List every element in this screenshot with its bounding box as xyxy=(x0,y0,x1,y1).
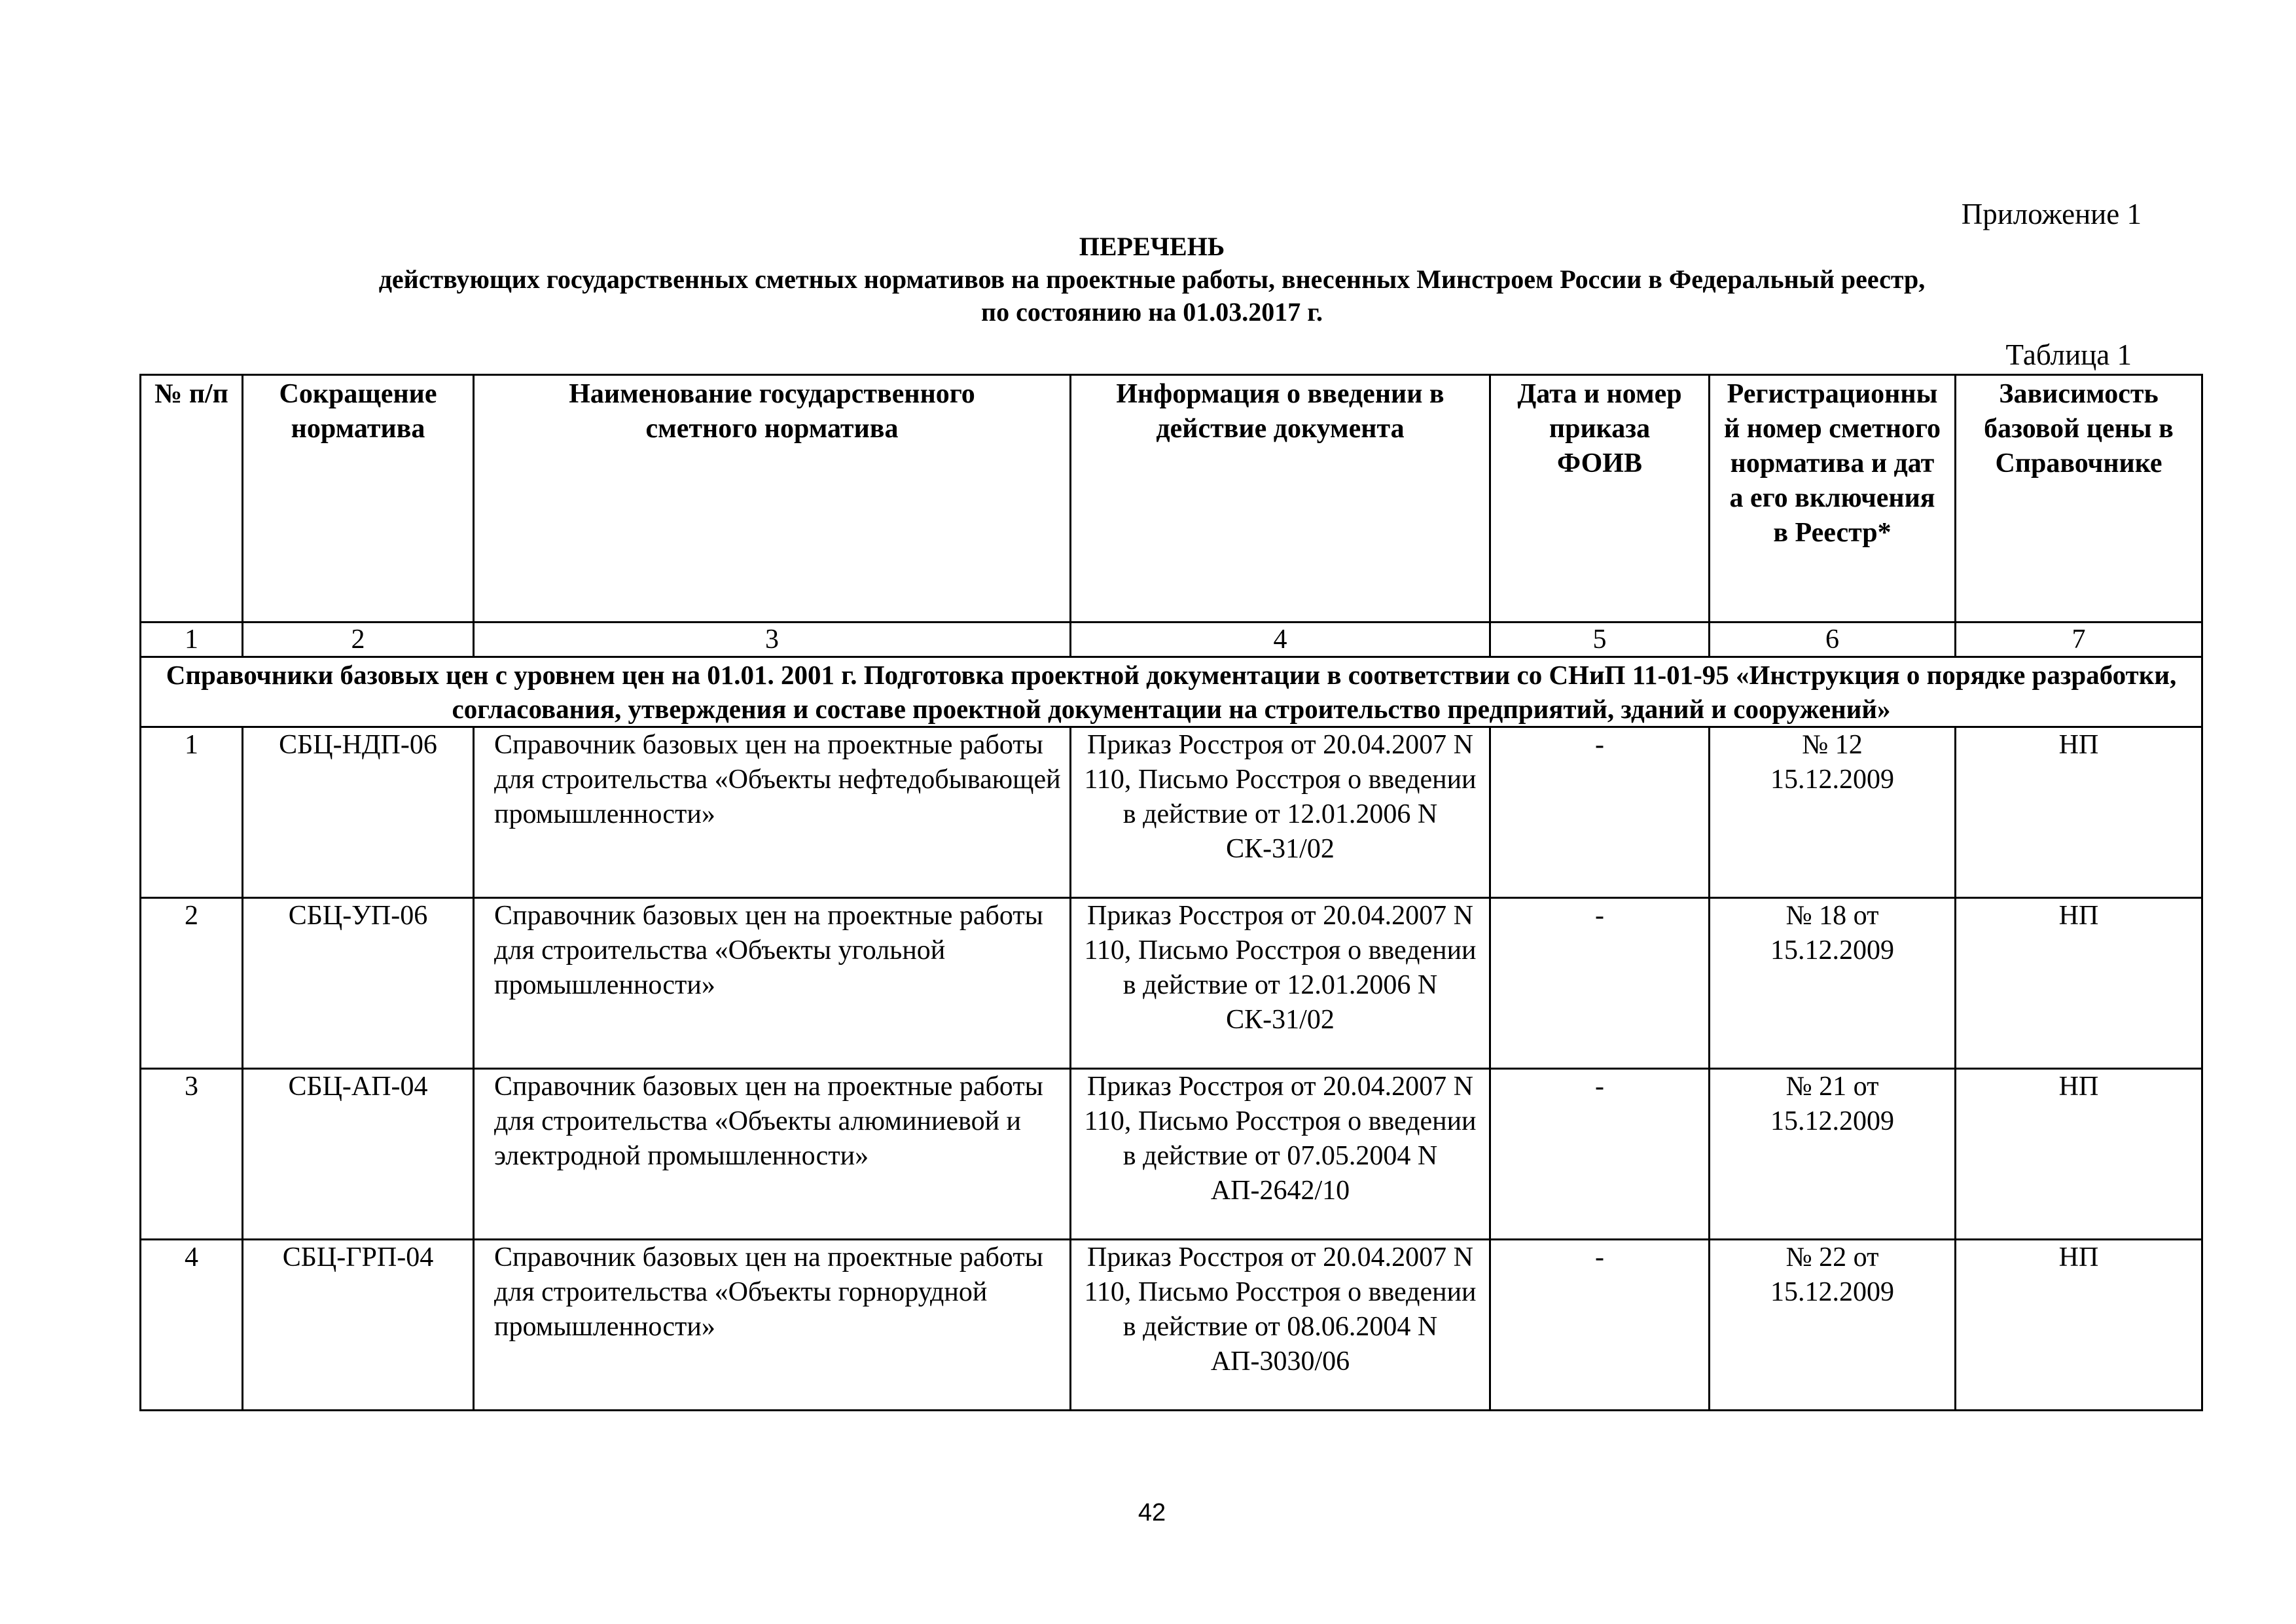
registration-number: № 18 от 15.12.2009 xyxy=(1710,898,1956,1069)
section-title: Справочники базовых цен с уровнем цен на 01.01. 2001 г. Подготовка проектной документации в соответствии со СНиП 11-01-95 «Инструкция о порядке разработки, согласования, утверждения и составе проектной документации на строительство предприятий, зданий и сооружений» xyxy=(141,657,2202,727)
order-info: - xyxy=(1490,1240,1710,1411)
norm-code: СБЦ-УП-06 xyxy=(243,898,474,1069)
norm-name: Справочник базовых цен на проектные работы для строительства «Объекты нефтедобывающей промышленности» xyxy=(474,727,1071,898)
header-info: Информация о введении в действие документа xyxy=(1071,375,1490,623)
header-order: Дата и номер приказа ФОИВ xyxy=(1490,375,1710,623)
norms-table xyxy=(139,374,2203,1411)
norm-name: Справочник базовых цен на проектные работы для строительства «Объекты горнорудной промышленности» xyxy=(474,1240,1071,1411)
norm-code: СБЦ-АП-04 xyxy=(243,1069,474,1240)
norm-code: СБЦ-НДП-06 xyxy=(243,727,474,898)
order-info: - xyxy=(1490,898,1710,1069)
registration-number: № 21 от 15.12.2009 xyxy=(1710,1069,1956,1240)
column-number: 5 xyxy=(1490,623,1710,657)
section-row xyxy=(141,657,2202,727)
column-number: 1 xyxy=(141,623,243,657)
table-row xyxy=(141,1240,2202,1411)
row-number: 1 xyxy=(141,727,243,898)
header-num: № п/п xyxy=(141,375,243,623)
norm-info: Приказ Росстроя от 20.04.2007 N 110, Письмо Росстроя о введении в действие от 08.06.2004 N АП-3030/06 xyxy=(1071,1240,1490,1411)
norm-code: СБЦ-ГРП-04 xyxy=(243,1240,474,1411)
column-number-row xyxy=(141,623,2202,657)
price-dependency: НП xyxy=(1956,898,2202,1069)
column-number: 4 xyxy=(1071,623,1490,657)
column-number: 7 xyxy=(1956,623,2202,657)
order-info: - xyxy=(1490,1069,1710,1240)
column-number: 3 xyxy=(474,623,1071,657)
price-dependency: НП xyxy=(1956,1240,2202,1411)
price-dependency: НП xyxy=(1956,1069,2202,1240)
column-number: 6 xyxy=(1710,623,1956,657)
document-title xyxy=(131,230,2173,329)
title-subheading: действующих государственных сметных нормативов на проектные работы, внесенных Минстроем России в Федеральный реестр, xyxy=(378,264,1926,294)
column-number: 2 xyxy=(243,623,474,657)
table-row xyxy=(141,1069,2202,1240)
norm-name: Справочник базовых цен на проектные работы для строительства «Объекты угольной промышленности» xyxy=(474,898,1071,1069)
title-heading: ПЕРЕЧЕНЬ xyxy=(1079,232,1225,261)
registration-number: № 12 15.12.2009 xyxy=(1710,727,1956,898)
table-row xyxy=(141,898,2202,1069)
registration-number: № 22 от 15.12.2009 xyxy=(1710,1240,1956,1411)
table-label: Таблица 1 xyxy=(2005,338,2132,371)
order-info: - xyxy=(1490,727,1710,898)
header-reg: Регистрационный номер сметного норматива и дата его включения в Реестр* xyxy=(1710,375,1956,623)
header-row xyxy=(141,375,2202,623)
norm-name: Справочник базовых цен на проектные работы для строительства «Объекты алюминиевой и электродной промышленности» xyxy=(474,1069,1071,1240)
header-code: Сокращение норматива xyxy=(243,375,474,623)
appendix-label: Приложение 1 xyxy=(1961,198,2142,230)
norm-info: Приказ Росстроя от 20.04.2007 N 110, Письмо Росстроя о введении в действие от 07.05.2004 N АП-2642/10 xyxy=(1071,1069,1490,1240)
page-number: 42 xyxy=(1138,1499,1166,1526)
header-dependency: Зависимость базовой цены в Справочнике xyxy=(1956,375,2202,623)
table-row xyxy=(141,727,2202,898)
norm-info: Приказ Росстроя от 20.04.2007 N 110, Письмо Росстроя о введении в действие от 12.01.2006 N СК-31/02 xyxy=(1071,898,1490,1069)
row-number: 4 xyxy=(141,1240,243,1411)
header-name: Наименование государственного сметного норматива xyxy=(474,375,1071,623)
row-number: 3 xyxy=(141,1069,243,1240)
norm-info: Приказ Росстроя от 20.04.2007 N 110, Письмо Росстроя о введении в действие от 12.01.2006 N СК-31/02 xyxy=(1071,727,1490,898)
row-number: 2 xyxy=(141,898,243,1069)
title-date-line: по состоянию на 01.03.2017 г. xyxy=(981,297,1323,327)
price-dependency: НП xyxy=(1956,727,2202,898)
